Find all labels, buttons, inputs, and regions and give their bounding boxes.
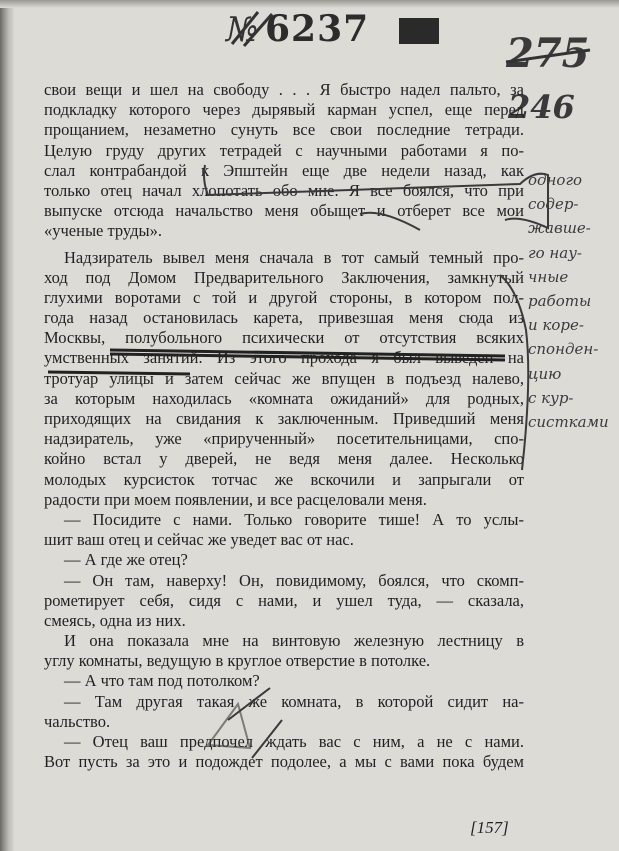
dialogue-line: — А что там под потолком? [64,671,260,691]
text-line: слал контрабандой к Эпштейн еще две недели назад, как [44,160,524,180]
text-line: только отец начал хлопотать обо мне. Я все боялся, что при [44,180,524,200]
text-line: тротуар улицы и затем сейчас же впущен в подъезд налево, [44,368,524,388]
text-line: рометирует себя, сидя с нами, и ушел туда, — сказала, [44,590,524,610]
binding-shadow [0,0,14,851]
margin-note-line: чные [528,267,569,286]
text-line: «ученые труды». [44,221,162,241]
dialogue-line: — Посидите с нами. Только говорите тише! А то услы- [64,509,524,529]
text-line: ход под Домом Предварительного Заключения, замкнутый [44,267,524,287]
archive-stamp-number: 6237 [265,8,370,50]
text-line: умственных занятий. Из этого прохода я был выведен на [44,348,524,368]
margin-note-line: с кур- [528,388,574,407]
margin-note-line: и коре- [528,316,584,335]
text-line: молодых курсисток тотчас же вскочили и запрыгали от [44,469,524,489]
text-line: глухими воротами с той и другой стороны, в котором пол- [44,287,524,307]
text-line: прощанием, незаметно сунуть все свои последние тетради. [44,120,524,140]
dialogue-line: — Отец ваш предпочел ждать вас с ним, а не с нами. [64,732,524,751]
text-line: надзиратель, уже «прирученный» посетительницами, спо- [44,429,524,449]
margin-note-line: жавше- [528,219,591,238]
text-line: радости при моем появлении, и все расцеловали меня. [44,489,427,509]
text-line: чальство. [44,711,111,731]
text-line: за которым находилась «комната ожиданий» для родных, [44,388,524,408]
text-line: углу комнаты, ведущую в круглое отверстие в потолке. [44,651,431,671]
margin-note-line: спонден- [528,340,599,359]
text-line: шит ваш отец и сейчас же уведет вас от нас. [44,530,354,550]
margin-note-line: систками [528,413,609,432]
margin-note-line: работы [528,292,592,311]
dialogue-line: — А где же отец? [64,550,188,570]
dialogue-line: — Там другая такая же комната, в которой сидит на- [64,691,524,711]
text-line: приходящих на свидания к заключенным. Приведший меня [44,409,524,428]
text-line: выпуске отсюда начальство меня обыщет и отберет все мои [44,201,524,221]
text-line: подкладку которого через дырявый карман успел, еще перед [44,100,524,120]
text-line: Надзиратель вывел меня сначала в тот самый темный про- [64,247,524,267]
margin-note-line: содер- [528,195,579,214]
text-line: И она показала мне на винтовую железную лестницу в [64,631,524,651]
text-line: Москвы, полубольного психически от отсутствия всяких [44,328,524,348]
top-edge-shadow [0,0,619,8]
text-line: Целую груду других тетрадей с научными работами я по- [44,140,524,160]
text-line: смеясь, одна из них. [44,610,186,630]
handwritten-folio: 246 [508,88,575,126]
handwritten-folio-crossed: 275 [506,30,590,77]
page-number: [157] [470,818,509,837]
text-line: года назад остановилась карета, привезшая меня сюда из [44,308,524,328]
margin-note-line: го нау- [528,243,582,262]
handwritten-margin-note [528,168,612,434]
text-line: койно встал у дверей, не ведя меня далее. Несколько [44,449,524,469]
margin-note-line: одного [528,171,583,189]
text-line: Вот пусть за это и подождет подолее, а мы с вами пока будем [44,752,524,772]
text-line: свои вещи и шел на свободу . . . Я быстро надел пальто, за [44,80,524,99]
margin-note-line: цию [528,364,562,383]
dialogue-line: — Он там, наверху! Он, повидимому, боялся, что скомп- [64,570,524,590]
body-text [44,80,524,772]
stamp-ink-block [399,18,439,44]
stamp-prefix: № [226,10,259,50]
